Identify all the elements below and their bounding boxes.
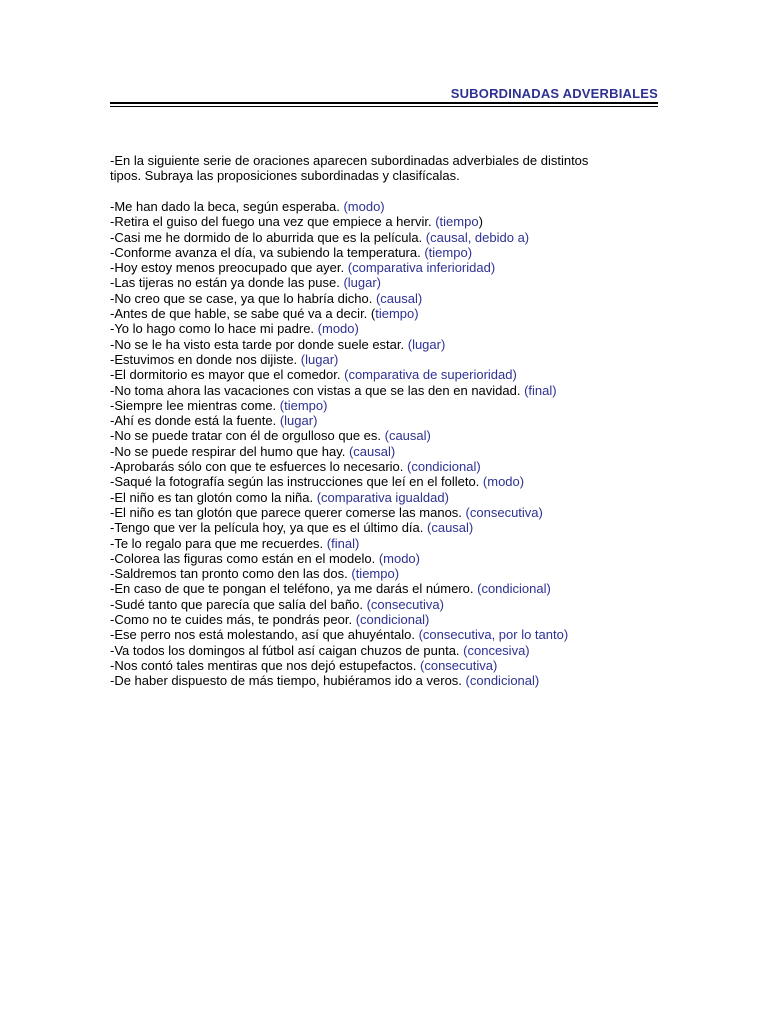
sentence-list <box>110 199 670 689</box>
sentence-classification: tiempo) <box>375 306 419 322</box>
sentence-classification: (condicional) <box>477 581 551 597</box>
sentence-text: -Tengo que ver la película hoy, ya que es el último día. <box>110 520 428 536</box>
sentence-item <box>110 612 670 627</box>
sentence-classification: (concesiva) <box>463 642 530 658</box>
sentence-text: -Va todos los domingos al fútbol así caigan chuzos de punta. <box>110 642 464 658</box>
sentence-item <box>110 627 670 642</box>
sentence-item <box>110 474 670 489</box>
sentence-text: -Hoy estoy menos preocupado que ayer. <box>110 260 348 276</box>
sentence-item <box>110 581 670 596</box>
sentence-classification: (comparativa de superioridad) <box>344 367 517 383</box>
instructions <box>110 153 658 184</box>
sentence-item <box>110 597 670 612</box>
sentence-text: -No toma ahora las vacaciones con vistas a que se las den en navidad. <box>110 382 525 398</box>
sentence-classification: (condicional) <box>407 459 481 475</box>
sentence-item <box>110 413 670 428</box>
sentence-classification: (tiempo) <box>351 566 400 582</box>
sentence-classification: (comparativa inferioridad) <box>347 260 496 276</box>
sentence-text: -Ahí es donde está la fuente. <box>110 413 280 429</box>
sentence-item <box>110 245 670 260</box>
sentence-classification: (consecutiva) <box>420 657 498 673</box>
sentence-item <box>110 275 670 290</box>
sentence-classification: (modo) <box>317 321 359 337</box>
sentence-item <box>110 490 670 505</box>
sentence-text: -No se le ha visto esta tarde por donde suele estar. <box>110 336 408 352</box>
sentence-text: -Ese perro nos está molestando, así que ahuyéntalo. <box>110 627 419 643</box>
sentence-classification: (modo) <box>343 199 385 214</box>
sentence-item <box>110 306 670 321</box>
sentence-classification: (consecutiva, por lo tanto) <box>418 627 569 643</box>
header-rule-thin <box>110 106 658 107</box>
sentence-item <box>110 459 670 474</box>
sentence-classification: (causal) <box>384 428 431 444</box>
sentence-classification: (tiempo <box>435 214 479 230</box>
sentence-text: -No creo que se case, ya que lo habría dicho. <box>110 290 376 306</box>
sentence-text: -El niño es tan glotón que parece querer comerse las manos. <box>110 504 466 520</box>
sentence-classification: (causal) <box>348 443 396 459</box>
sentence-classification: (modo) <box>378 550 420 566</box>
sentence-text: -No se puede tratar con él de orgulloso que es. <box>110 428 385 444</box>
sentence-item <box>110 260 670 275</box>
sentence-text: -Me han dado la beca, según esperaba. <box>110 199 344 214</box>
sentence-classification: (tiempo) <box>424 244 473 260</box>
sentence-item <box>110 398 670 413</box>
sentence-classification: (tiempo) <box>279 397 328 413</box>
sentence-text: -Antes de que hable, se sabe qué va a decir. ( <box>110 306 376 322</box>
sentence-classification: (causal) <box>427 520 474 536</box>
sentence-item <box>110 566 670 581</box>
sentence-item <box>110 520 670 535</box>
sentence-item <box>110 643 670 658</box>
sentence-text: -En caso de que te pongan el teléfono, ya me darás el número. <box>110 581 478 597</box>
sentence-item <box>110 536 670 551</box>
sentence-classification: (modo) <box>482 474 525 490</box>
instructions-line-1: -En la siguiente serie de oraciones aparecen subordinadas adverbiales de distintos <box>110 153 589 168</box>
sentence-classification: (lugar) <box>343 275 382 291</box>
sentence-item <box>110 291 670 306</box>
sentence-text: -Sudé tanto que parecía que salía del baño. <box>110 596 367 612</box>
sentence-classification: (condicional) <box>465 673 540 689</box>
sentence-classification: (comparativa igualdad) <box>316 489 449 505</box>
sentence-item <box>110 658 670 673</box>
sentence-classification: (lugar) <box>300 351 339 367</box>
sentence-text: -Retira el guiso del fuego una vez que empiece a hervir. <box>110 214 436 230</box>
sentence-classification: (lugar) <box>279 413 318 429</box>
sentence-text: -De haber dispuesto de más tiempo, hubiéramos ido a veros. <box>110 673 466 689</box>
sentence-classification: (final) <box>326 535 360 551</box>
sentence-item <box>110 337 670 352</box>
sentence-item <box>110 352 670 367</box>
sentence-text: -Saldremos tan pronto como den las dos. <box>110 566 352 582</box>
sentence-suffix: ) <box>478 214 483 230</box>
sentence-text: -Yo lo hago como lo hace mi padre. <box>110 321 318 337</box>
sentence-item <box>110 551 670 566</box>
sentence-text: -Casi me he dormido de lo aburrida que es la película. <box>110 229 426 245</box>
sentence-item <box>110 214 670 229</box>
sentence-item <box>110 321 670 336</box>
sentence-item <box>110 505 670 520</box>
page-title: SUBORDINADAS ADVERBIALES <box>450 86 658 101</box>
sentence-text: -Nos contó tales mentiras que nos dejó estupefactos. <box>110 657 421 673</box>
sentence-text: -Conforme avanza el día, va subiendo la temperatura. <box>110 244 425 260</box>
sentence-classification: (final) <box>524 382 557 398</box>
sentence-classification: (condicional) <box>355 612 430 628</box>
sentence-text: -Te lo regalo para que me recuerdes. <box>110 535 327 551</box>
sentence-classification: (causal) <box>375 290 423 306</box>
sentence-text: -Colorea las figuras como están en el modelo. <box>110 550 379 566</box>
sentence-text: -Las tijeras no están ya donde las puse. <box>110 275 344 291</box>
sentence-text: -Aprobarás sólo con que te esfuerces lo necesario. <box>110 459 408 475</box>
sentence-item <box>110 673 670 688</box>
sentence-text: -Estuvimos en donde nos dijiste. <box>110 351 301 367</box>
sentence-text: -El niño es tan glotón como la niña. <box>110 489 317 505</box>
sentence-item <box>110 444 670 459</box>
sentence-item <box>110 428 670 443</box>
sentence-text: -Saqué la fotografía según las instrucciones que leí en el folleto. <box>110 474 483 490</box>
sentence-item <box>110 383 670 398</box>
instructions-line-2: tipos. Subraya las proposiciones subordinadas y clasifícalas. <box>110 168 460 184</box>
sentence-classification: (consecutiva) <box>366 596 444 612</box>
sentence-text: -No se puede respirar del humo que hay. <box>110 443 349 459</box>
sentence-classification: (consecutiva) <box>465 504 543 520</box>
sentence-item <box>110 199 670 214</box>
sentence-text: -Siempre lee mientras come. <box>110 397 280 413</box>
sentence-item <box>110 230 670 245</box>
sentence-classification: (lugar) <box>407 336 446 352</box>
sentence-item <box>110 367 670 382</box>
header-rule-thick <box>110 102 658 104</box>
sentence-text: -El dormitorio es mayor que el comedor. <box>110 367 345 383</box>
sentence-classification: (causal, debido a) <box>425 229 530 245</box>
sentence-text: -Como no te cuides más, te pondrás peor. <box>110 612 356 628</box>
